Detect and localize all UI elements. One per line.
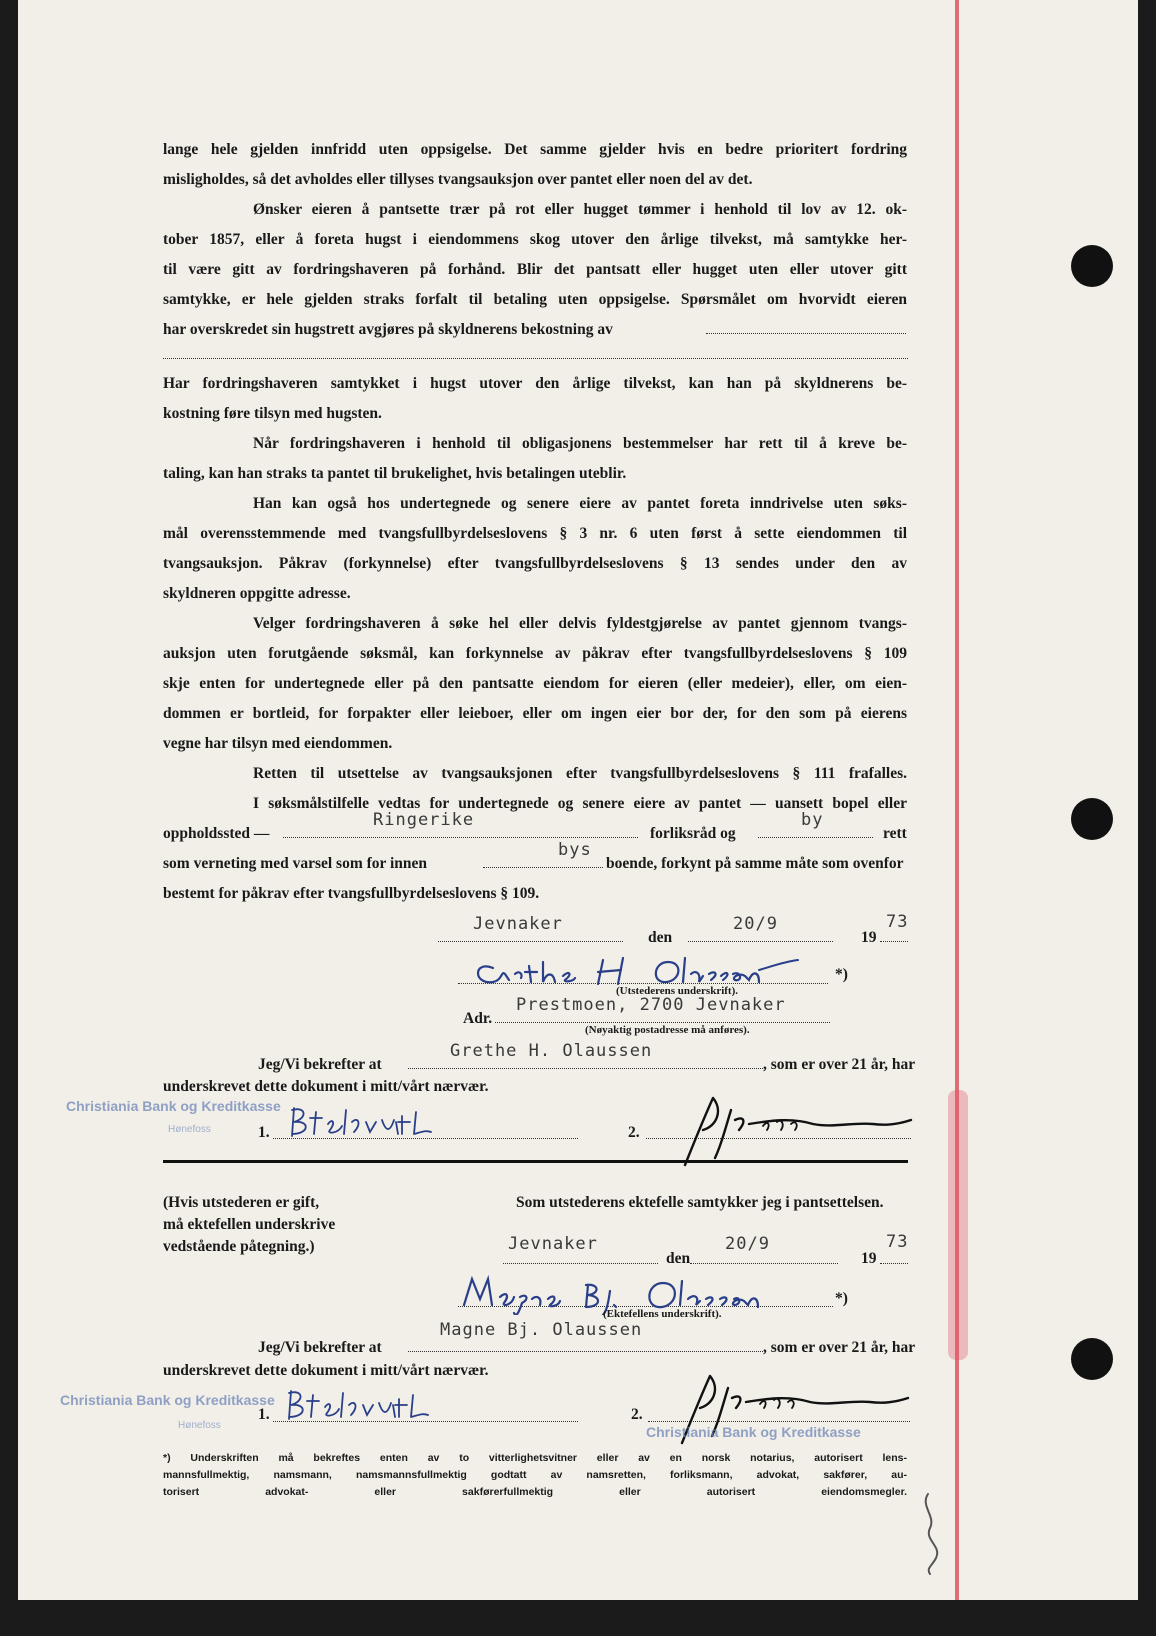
text-line: samtykke, er hele gjelden straks forfalt til betaling uten oppsigelse. Spørsmålet om hvorvidt eieren [163, 291, 907, 308]
signature-caption: (Ektefellens underskrift). [603, 1308, 722, 1320]
fill-in-line [880, 941, 908, 942]
text-line: auksjon uten forutgående søksmål, kan forkynnelse av påkrav efter tvangsfullbyrdelseslovens § 109 [163, 645, 907, 662]
fill-in-line [880, 1263, 908, 1264]
text-line: kostning føre tilsyn med hugsten. [163, 405, 382, 422]
fill-in-line [163, 358, 908, 359]
spouse-note-line: vedstående påtegning.) [163, 1238, 315, 1255]
confirm-line2: underskrevet dette dokument i mitt/vårt nærvær. [163, 1078, 489, 1095]
punch-hole [1071, 245, 1113, 287]
spouse-consent: Som utstederens ektefelle samtykker jeg i pantsettelsen. [516, 1194, 884, 1211]
text-line: tober 1857, eller å foreta hugst i eiendommens skog utover den årlige tilvekst, må samtykke her- [163, 231, 907, 248]
address-caption: (Nøyaktig postadresse må anføres). [585, 1024, 750, 1036]
witness-number: 2. [631, 1406, 643, 1423]
spouse-note-line: (Hvis utstederen er gift, [163, 1194, 320, 1211]
witness-signature [283, 1385, 453, 1425]
city-value: by [801, 810, 824, 830]
handwritten-mark [916, 1488, 956, 1578]
spouse-place: Jevnaker [508, 1234, 598, 1254]
court-value: Ringerike [373, 810, 475, 830]
witness-number: 2. [628, 1124, 640, 1141]
fill-in-line [408, 1351, 763, 1352]
text-line: taling, kan han straks ta pantet til brukelighet, hvis betalingen uteblir. [163, 465, 627, 482]
issuer-place: Jevnaker [473, 914, 563, 934]
witness-signature [286, 1102, 456, 1142]
within-value: bys [558, 840, 592, 860]
venue-label: rett [883, 825, 907, 842]
punch-hole [1071, 1338, 1113, 1380]
text-line: skyldneren oppgitte adresse. [163, 585, 351, 602]
witness-number: 1. [258, 1124, 270, 1141]
address-label: Adr. [463, 1010, 493, 1027]
text-line: Har fordringshaveren samtykket i hugst utover den årlige tilvekst, kan han på skyldnerens be- [163, 375, 907, 392]
confirm-label: Jeg/Vi bekrefter at [258, 1056, 382, 1073]
venue-label: forliksråd og [650, 825, 736, 842]
document-page [18, 0, 1138, 1600]
fill-in-line [283, 837, 638, 838]
confirm-name: Magne Bj. Olaussen [440, 1320, 643, 1340]
fill-in-line [690, 1263, 838, 1264]
text-line: dommen er bortleid, for forpakter eller leieboer, eller om ingen eier bor der, for den som på eierens [163, 705, 907, 722]
bank-stamp: Christiania Bank og Kreditkasse [646, 1424, 861, 1440]
section-divider [163, 1160, 908, 1163]
text-line: Han kan også hos undertegnede og senere eiere av pantet foreta inndrivelse uten søks- [253, 495, 907, 512]
confirm-label: Jeg/Vi bekrefter at [258, 1339, 382, 1356]
year-suffix: 73 [886, 1232, 909, 1252]
signature-note: *) [835, 1290, 848, 1307]
text-line: til være gitt av fordringshaveren på forhånd. Blir det pantsatt eller hugget uten eller utover gitt [163, 261, 907, 278]
confirm-line2: underskrevet dette dokument i mitt/vårt nærvær. [163, 1362, 489, 1379]
witness-signature [673, 1090, 923, 1170]
issuer-address: Prestmoen, 2700 Jevnaker [516, 995, 786, 1015]
fill-in-line [408, 1068, 763, 1069]
spouse-note-line: må ektefellen underskrive [163, 1216, 336, 1233]
footnote-line: mannsfullmektig, namsmann, namsmannsfullmektig godtatt av namsretten, forliksmann, advokat, sakfører, au- [163, 1469, 907, 1481]
bank-stamp-sub: Hønefoss [178, 1420, 221, 1431]
bank-stamp-sub: Hønefoss [168, 1124, 211, 1135]
text-line: Når fordringshaveren i henhold til obligasjonens bestemmelser har rett til å kreve be- [253, 435, 907, 452]
fill-in-line [503, 1263, 658, 1264]
issuer-signature [463, 940, 833, 990]
year-suffix: 73 [886, 912, 909, 932]
red-ink-smear [948, 1090, 968, 1360]
punch-hole [1071, 798, 1113, 840]
text-line: har overskredet sin hugstrett avgjøres på skyldnerens bekostning av [163, 321, 613, 338]
text-line: tvangsauksjon. Påkrav (forkynnelse) efter tvangsfullbyrdelseslovens § 13 sendes under den av [163, 555, 907, 572]
signature-caption: (Utstederens underskrift). [616, 985, 739, 997]
year-prefix: 19 [861, 929, 877, 946]
signature-note: *) [835, 966, 848, 983]
spouse-date: 20/9 [725, 1234, 770, 1254]
text-line: Ønsker eieren å pantsette trær på rot eller hugget tømmer i henhold til lov av 12. ok- [253, 201, 907, 218]
fill-in-line [495, 1022, 830, 1023]
bank-stamp: Christiania Bank og Kreditkasse [60, 1392, 275, 1408]
issuer-date: 20/9 [733, 914, 778, 934]
fill-in-line [758, 837, 873, 838]
witness-number: 1. [258, 1406, 270, 1423]
text-line: mål overensstemmende med tvangsfullbyrdelseslovens § 3 nr. 6 uten først å sette eiendommen til [163, 525, 907, 542]
confirm-after: , som er over 21 år, har [763, 1339, 916, 1356]
text-line: misligholdes, så det avholdes eller tillyses tvangsauksjon over pantet eller noen del av det. [163, 171, 753, 188]
fill-in-line [483, 867, 603, 868]
venue-label: bestemt for påkrav efter tvangsfullbyrdelseslovens § 109. [163, 885, 540, 902]
den-label: den [648, 929, 673, 946]
text-line: Retten til utsettelse av tvangsauksjonen efter tvangsfullbyrdelseslovens § 111 frafalles. [253, 765, 907, 782]
text-line: lange hele gjelden innfridd uten oppsigelse. Det samme gjelder hvis en bedre prioritert fordring [163, 141, 907, 158]
den-label: den [666, 1250, 691, 1267]
text-line: Velger fordringshaveren å søke hel eller delvis fyldestgjørelse av pantet gjennom tvangs- [253, 615, 907, 632]
confirm-after: , som er over 21 år, har [763, 1056, 916, 1073]
confirm-name: Grethe H. Olaussen [450, 1041, 653, 1061]
text-line: I søksmålstilfelle vedtas for undertegnede og senere eiere av pantet — uansett bopel eller [253, 795, 907, 812]
text-line: skje enten for undertegnede eller på den pantsatte eiendom for eieren (eller medeier), eller, om eien- [163, 675, 907, 692]
text-line: vegne har tilsyn med eiendommen. [163, 735, 393, 752]
venue-label: oppholdssted — [163, 825, 270, 842]
margin-line [955, 0, 959, 1600]
bank-stamp: Christiania Bank og Kreditkasse [66, 1098, 281, 1114]
footnote-line: torisert advokat- eller sakførerfullmektig eller autorisert eiendomsmegler. [163, 1486, 907, 1498]
footnote-line: *) Underskriften må bekreftes enten av to vitterlighetsvitner eller av en norsk notarius, autorisert lens- [163, 1452, 907, 1464]
year-prefix: 19 [861, 1250, 877, 1267]
fill-in-line [706, 333, 906, 334]
venue-label: som verneting med varsel som for innen [163, 855, 428, 872]
venue-label: boende, forkynt på samme måte som ovenfor [606, 855, 904, 872]
